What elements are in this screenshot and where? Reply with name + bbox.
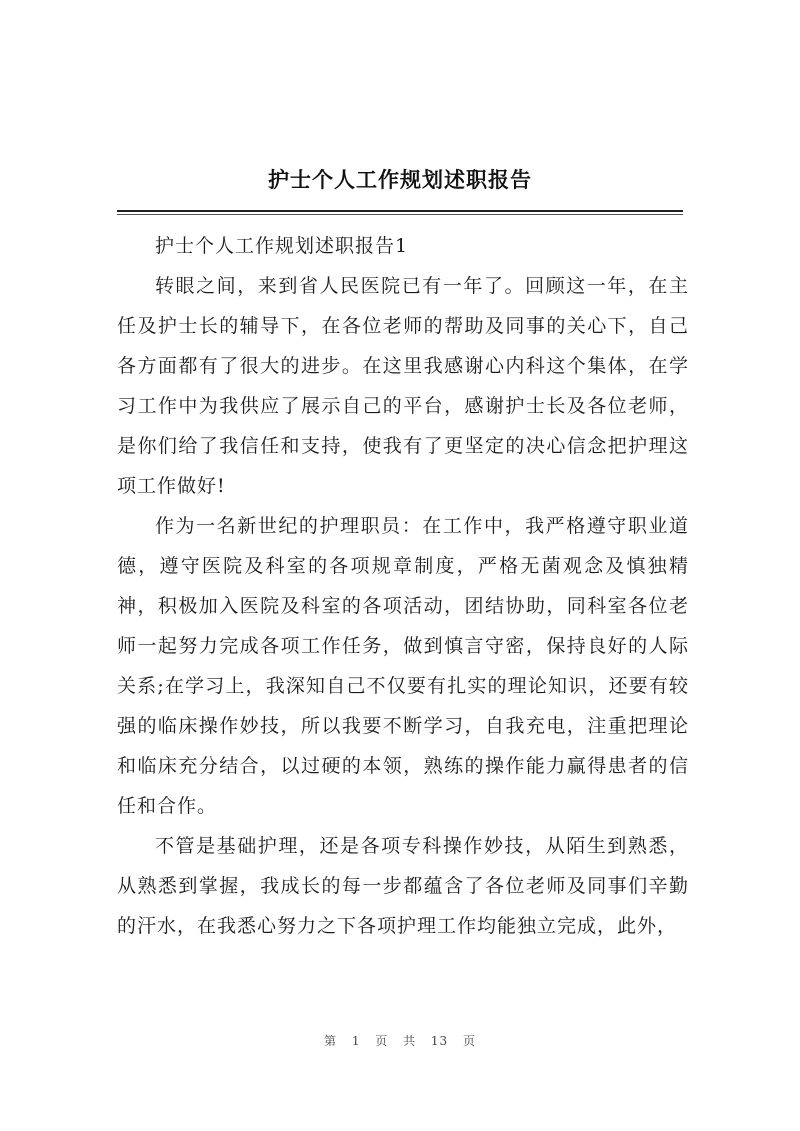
document-title: 护士个人工作规划述职报告 <box>268 167 532 192</box>
title-divider <box>117 210 683 212</box>
page-number-footer: 第 1 页 共 13 页 <box>324 1034 476 1048</box>
paragraph: 作为一名新世纪的护理职员：在工作中，我严格遵守职业道德，遵守医院及科室的各项规章制度，严格无菌观念及慎独精神，积极加入医院及科室的各项活动，团结协助，同科室各位老师一起努力完成各项工作任务，做到慎言守密，保持良好的人际关系;在学习上，我深知自己不仅要有扎实的理论知识，还要有较强的临床操作妙技，所以我要不断学习，自我充电，注重把理论和临床充分结合，以过硬的本领，熟练的操作能力赢得患者的信任和合作。 <box>117 515 689 817</box>
paragraph: 转眼之间，来到省人民医院已有一年了。回顾这一年，在主任及护士长的辅导下，在各位老师的帮助及同事的关心下，自己各方面都有了很大的进步。在这里我感谢心内科这个集体，在学习工作中为我供应了展示自己的平台，感谢护士长及各位老师，是你们给了我信任和支持，使我有了更坚定的决心信念把护理这项工作做好! <box>117 275 689 497</box>
document-body <box>117 226 689 946</box>
title-divider-thin <box>117 214 683 215</box>
section-heading: 护士个人工作规划述职报告1 <box>155 235 409 257</box>
paragraph: 不管是基础护理，还是各项专科操作妙技，从陌生到熟悉，从熟悉到掌握，我成长的每一步都蕴含了各位老师及同事们辛勤的汗水，在我悉心努力之下各项护理工作均能独立完成，此外， <box>117 835 689 937</box>
